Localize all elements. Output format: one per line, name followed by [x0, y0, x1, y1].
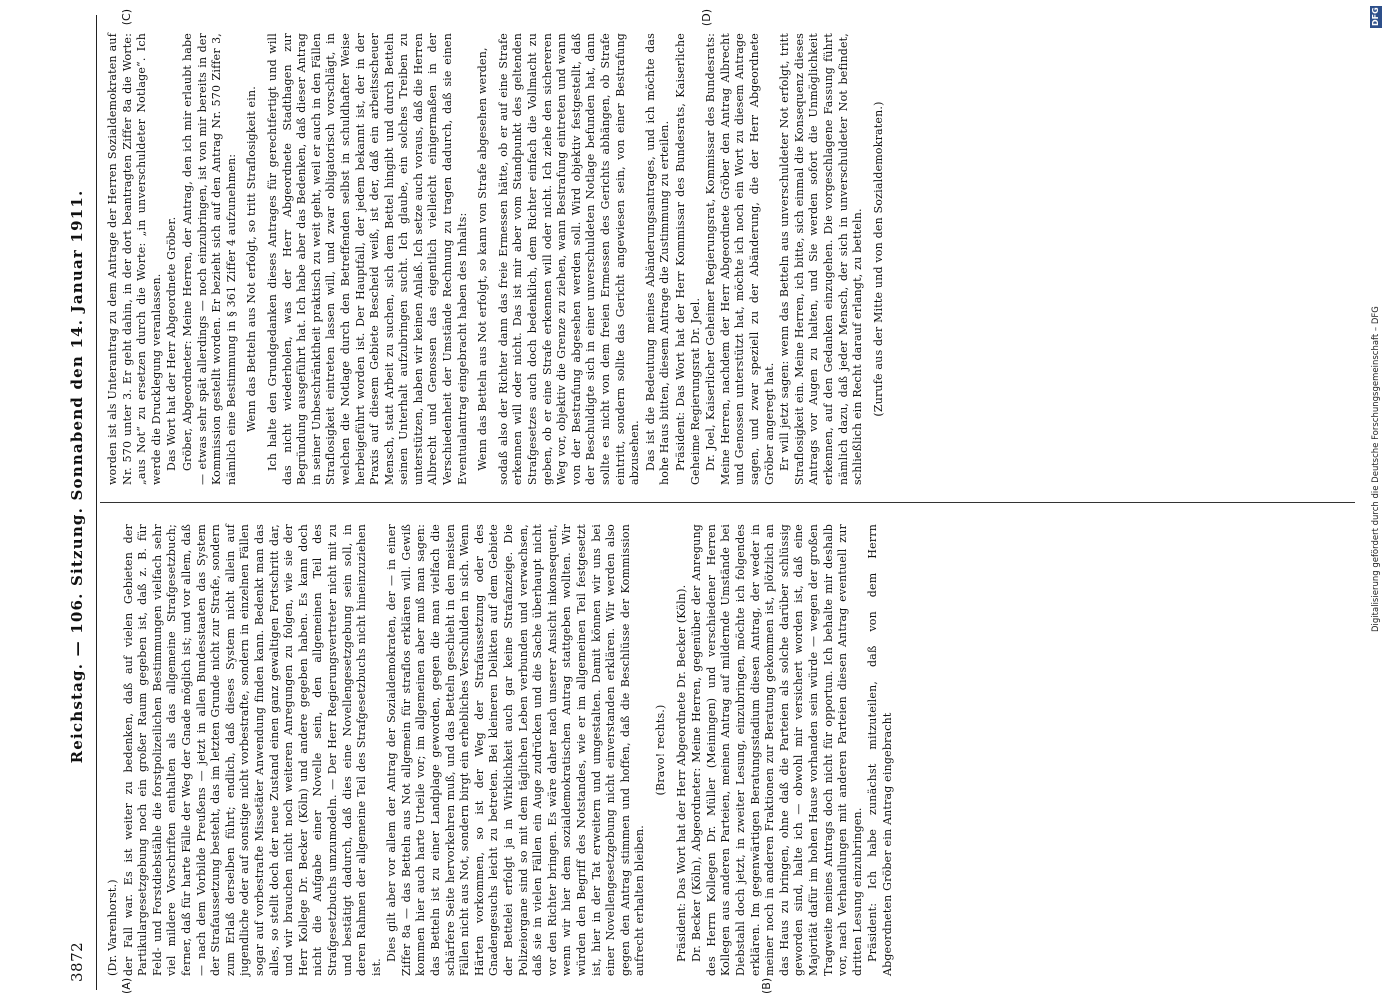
- president-remark: Präsident: Das Wort hat der Herr Kommissar des Bundesrats, Kaiserliche Geheime Regierungsrat Dr. Joel.: [673, 33, 702, 485]
- president-remark: Präsident: Das Wort hat der Herr Abgeordnete Dr. Becker (Köln).: [674, 584, 688, 962]
- margin-marker-b: (B): [760, 977, 773, 994]
- margin-marker-c: (C): [120, 9, 133, 26]
- quoted-motion: Wenn das Betteln aus Not erfolgt, so tritt Straflosigkeit ein.: [245, 86, 259, 432]
- digitization-credit: Digitalisierung gefördert durch die Deutsche Forschungsgemeinschaft – DFG: [1371, 306, 1381, 632]
- paragraph: Dr. Joel, Kaiserlicher Geheimer Regierungsrat, Kommissar des Bundesrats: Meine Herren, nachdem der Herr Abgeordnete Gröber den Antrag Albrecht und Genossen unterstützt hat, möchte ich noch ein Wort zu diesem Antrage sagen, und zwar speziell zu der Abänderung, die der Herr Abgeordnete Gröber angeregt hat.: [704, 33, 776, 485]
- page-header: [60, 15, 96, 990]
- margin-marker-d: (D): [700, 9, 713, 27]
- page-title: Reichstag. — 106. Sitzung. Sonnabend den 14. Januar 1911.: [68, 189, 86, 764]
- left-column: [106, 524, 896, 976]
- paragraph: sodaß also der Richter dann das freie Ermessen hätte, ob er auf eine Strafe erkennen will oder nicht. Das ist mir aber vom Standpunkt des geltenden Strafgesetzes auch doch bedenklich, dem Richter einfach die Vollmacht zu geben, ob er eine Strafe erkennen will oder nicht. Ich ziehe den sichereren Weg vor, objektiv die Grenze zu ziehen, wann Bestrafung eintreten und wann von der Bestrafung abgesehen werden soll. Wird objektiv festgestellt, daß der Beschuldigte sich in einer unverschuldeten Notlage befunden hat, dann sollte es nicht von dem freien Ermessen des Gerichts abhängen, ob Strafe eintritt, sondern sollte das Gericht angewiesen sein, von einer Bestrafung abzusehen.: [496, 33, 642, 485]
- paragraph: Gröber, Abgeordneter: Meine Herren, der Antrag, den ich mir erlaubt habe — etwas sehr spät allerdings — noch einzubringen, ist von mir bereits in der Kommission gestellt worden. Er bezieht sich auf den Antrag Nr. 570 Ziffer 3, nämlich eine Bestimmung in § 361 Ziffer 4 aufzunehmen:: [180, 33, 238, 485]
- paragraph: Dr. Becker (Köln), Abgeordneter: Meine Herren, gegenüber der Anregung des Herrn Kollegen Dr. Müller (Meiningen) und verschiedener Herren Kollegen aus anderen Parteien, meinen Antrag auf mildernde Umstände bei Diebstahl doch jetzt, in zweiter Lesung, einzubringen, möchte ich folgendes erklären. Im gegenwärtigen Beratungsstadium diesen Antrag, der weder in meiner noch in anderen Fraktionen zur Beratung gekommen ist, plötzlich an das Haus zu bringen, ohne daß die Parteien als solche darüber schlüssig geworden sind, halte ich — obwohl mir versichert worden ist, daß eine Majorität dafür im hohen Hause vorhanden sein würde — wegen der großen Tragweite meines Antrags doch nicht für opportun. Ich behalte mir deshalb vor, nach Verhandlungen mit anderen Parteien diesen Antrag eventuell zur dritten Lesung einzubringen.: [690, 524, 864, 976]
- paragraph: worden ist als Unterantrag zu dem Antrage der Herren Sozialdemokraten auf Nr. 570 unter 3. Er geht dahin, in der dort beantragten Ziffer 8a die Worte: „aus Not“ zu ersetzen durch die Worte: „in unverschuldeter Notlage“. Ich werde die Drucklegung veranlassen.: [106, 33, 163, 485]
- interjection-note: (Zurufe aus der Mitte und von den Sozialdemokraten.): [871, 101, 885, 417]
- page-number: 3872: [68, 941, 86, 982]
- header-rule: [96, 15, 97, 990]
- right-column: [106, 33, 892, 485]
- quoted-motion: Wenn das Betteln aus Not erfolgt, so kann von Strafe abgesehen werden,: [476, 47, 490, 471]
- column-divider: [100, 502, 1355, 503]
- speaker-tag: (Dr. Varenhorst.): [106, 879, 119, 976]
- dfg-logo: DFG: [1371, 7, 1380, 27]
- paragraph: Das ist die Bedeutung meines Abänderungsantrages, und ich möchte das hohe Haus bitten, diesem Antrage die Zustimmung zu erteilen.: [643, 33, 672, 485]
- applause-note: (Bravo! rechts.): [653, 704, 667, 796]
- document-page: [60, 9, 1370, 994]
- paragraph: der Fall war. Es ist weiter zu bedenken, daß auf vielen Gebieten der Partikulargesetzgebung noch ein großer Raum gegeben ist, daß z. B. für Feld- und Forstdiebstähle die forstpolizeilichen Bestimmungen vielfach sehr viel mildere Vorschriften enthalten als das allgemeine Strafgesetzbuch; ferner, daß für harte Fälle der Weg der Gnade möglich ist; und vor allem, daß — nach dem Vorbilde Preußens — jetzt in allen Bundesstaaten das System der Strafaussetzung besteht, das im letzten Grunde nicht zur Strafe, sondern zum Erlaß derselben führt; endlich, daß dieses System nicht allein auf jugendliche oder auf sonstige nicht vorbestrafte, sondern in einzelnen Fällen sogar auf vorbestrafte Missetäter Anwendung finden kann. Bedenkt man das alles, so stellt doch der neue Zustand einen ganz gewaltigen Fortschritt dar, und wir brauchen nicht noch weiteren Anregungen zu folgen, wie sie der Herr Kollege Dr. Becker (Köln) und andere gegeben haben. Es kann doch nicht die Aufgabe einer Novelle sein, den allgemeinen Teil des Strafgesetzbuchs umzumodeln. — Der Herr Regierungsvertreter nicht mit zu und bestätigt dadurch, daß dies eine Novellengesetzgebung sein soll, in deren Rahmen der allgemeine Teil des Strafgesetzbuchs nicht hineinzuziehen ist.: [121, 524, 383, 976]
- paragraph: Das Wort hat der Herr Abgeordnete Gröber.: [165, 216, 179, 471]
- paragraph: Er will jetzt sagen: wenn das Betteln aus unverschuldeter Not erfolgt, tritt Straflosigkeit ein. Meine Herren, ich bitte, sich einmal die Konsequenz dieses Antrags vor Augen zu halten, und Sie werden sofort die Unmöglichkeit erkennen, auf den Gedanken einzugehen. Die vorgeschlagene Fassung führt nämlich dazu, daß jeder Mensch, der sich in unverschuldeter Not befindet, schließlich ein Recht darauf erlangt, zu betteln.: [778, 33, 865, 485]
- paragraph: Ich halte den Grundgedanken dieses Antrages für gerechtfertigt und will das nicht wiederholen, was der Herr Abgeordnete Stadthagen zur Begründung ausgeführt hat. Ich habe aber das Bedenken, daß dieser Antrag in seiner Unbeschränktheit praktisch zu weit geht, weil er auch in den Fällen Straflosigkeit eintreten lassen will, und zwar obligatorisch vorschlägt, in welchen die Notlage durch den Betreffenden selbst in schuldhafter Weise herbeigeführt worden ist. Der Hauptfall, der jedem bekannt ist, der in der Praxis auf diesem Gebiete Bescheid weiß, ist der, daß ein arbeitsscheuer Mensch, statt Arbeit zu suchen, sich dem Bettel hingibt und durch Betteln seinen Unterhalt aufzubringen sucht. Ich glaube, ein solches Treiben zu unterstützen, haben wir keinen Anlaß. Ich setze auch voraus, daß die Herren Albrecht und Genossen das eigentlich vielleicht einigermaßen in der Verschiedenheit der Umstände Rechnung zu tragen dadurch, daß sie einen Eventualantrag eingebracht haben des Inhalts:: [265, 33, 469, 485]
- paragraph: Dies gilt aber vor allem der Antrag der Sozialdemokraten, der — in einer Ziffer 8a — das Betteln aus Not allgemein für straflos erklären will. Gewiß kommen hier auch harte Urteile vor; im allgemeinen aber muß man sagen: das Betteln ist zu einer Landplage geworden, gegen die man vielfach die schärfere Seite hervorkehren muß, und das Betteln geschieht in den meisten Fällen nicht aus Not, sondern birgt ein erhebliches Verschulden in sich. Wenn Härten vorkommen, so ist der Weg der Strafaussetzung oder des Gnadengesuchs leicht zu betreten. Bei kleineren Delikten auf dem Gebiete der Bettelei erfolgt ja in Wirklichkeit auch gar keine Strafanzeige. Die Polizeiorgane sind so mit dem täglichen Leben verbunden und verwachsen, daß sie in vielen Fällen ein Auge zudrücken und die Sache überhaupt nicht vor den Richter bringen. Es wäre daher nach unserer Ansicht inkonsequent, wenn wir hier dem sozialdemokratischen Antrag stattgeben wollten. Wir würden den Begriff des Notstandes, wie er im allgemeinen Teil festgesetzt ist, hier in der Tat erweitern und umgestalten. Damit können wir uns bei einer Novellengesetzgebung nicht einverstanden erklären. Wir werden also gegen den Antrag stimmen und hoffen, daß die Beschlüsse der Kommission aufrecht erhalten bleiben.: [385, 524, 647, 976]
- president-remark: Präsident: Ich habe zunächst mitzuteilen, daß von dem Herrn Abgeordneten Gröber ein Antrag eingebracht: [866, 524, 894, 976]
- margin-marker-a: (A): [120, 977, 133, 994]
